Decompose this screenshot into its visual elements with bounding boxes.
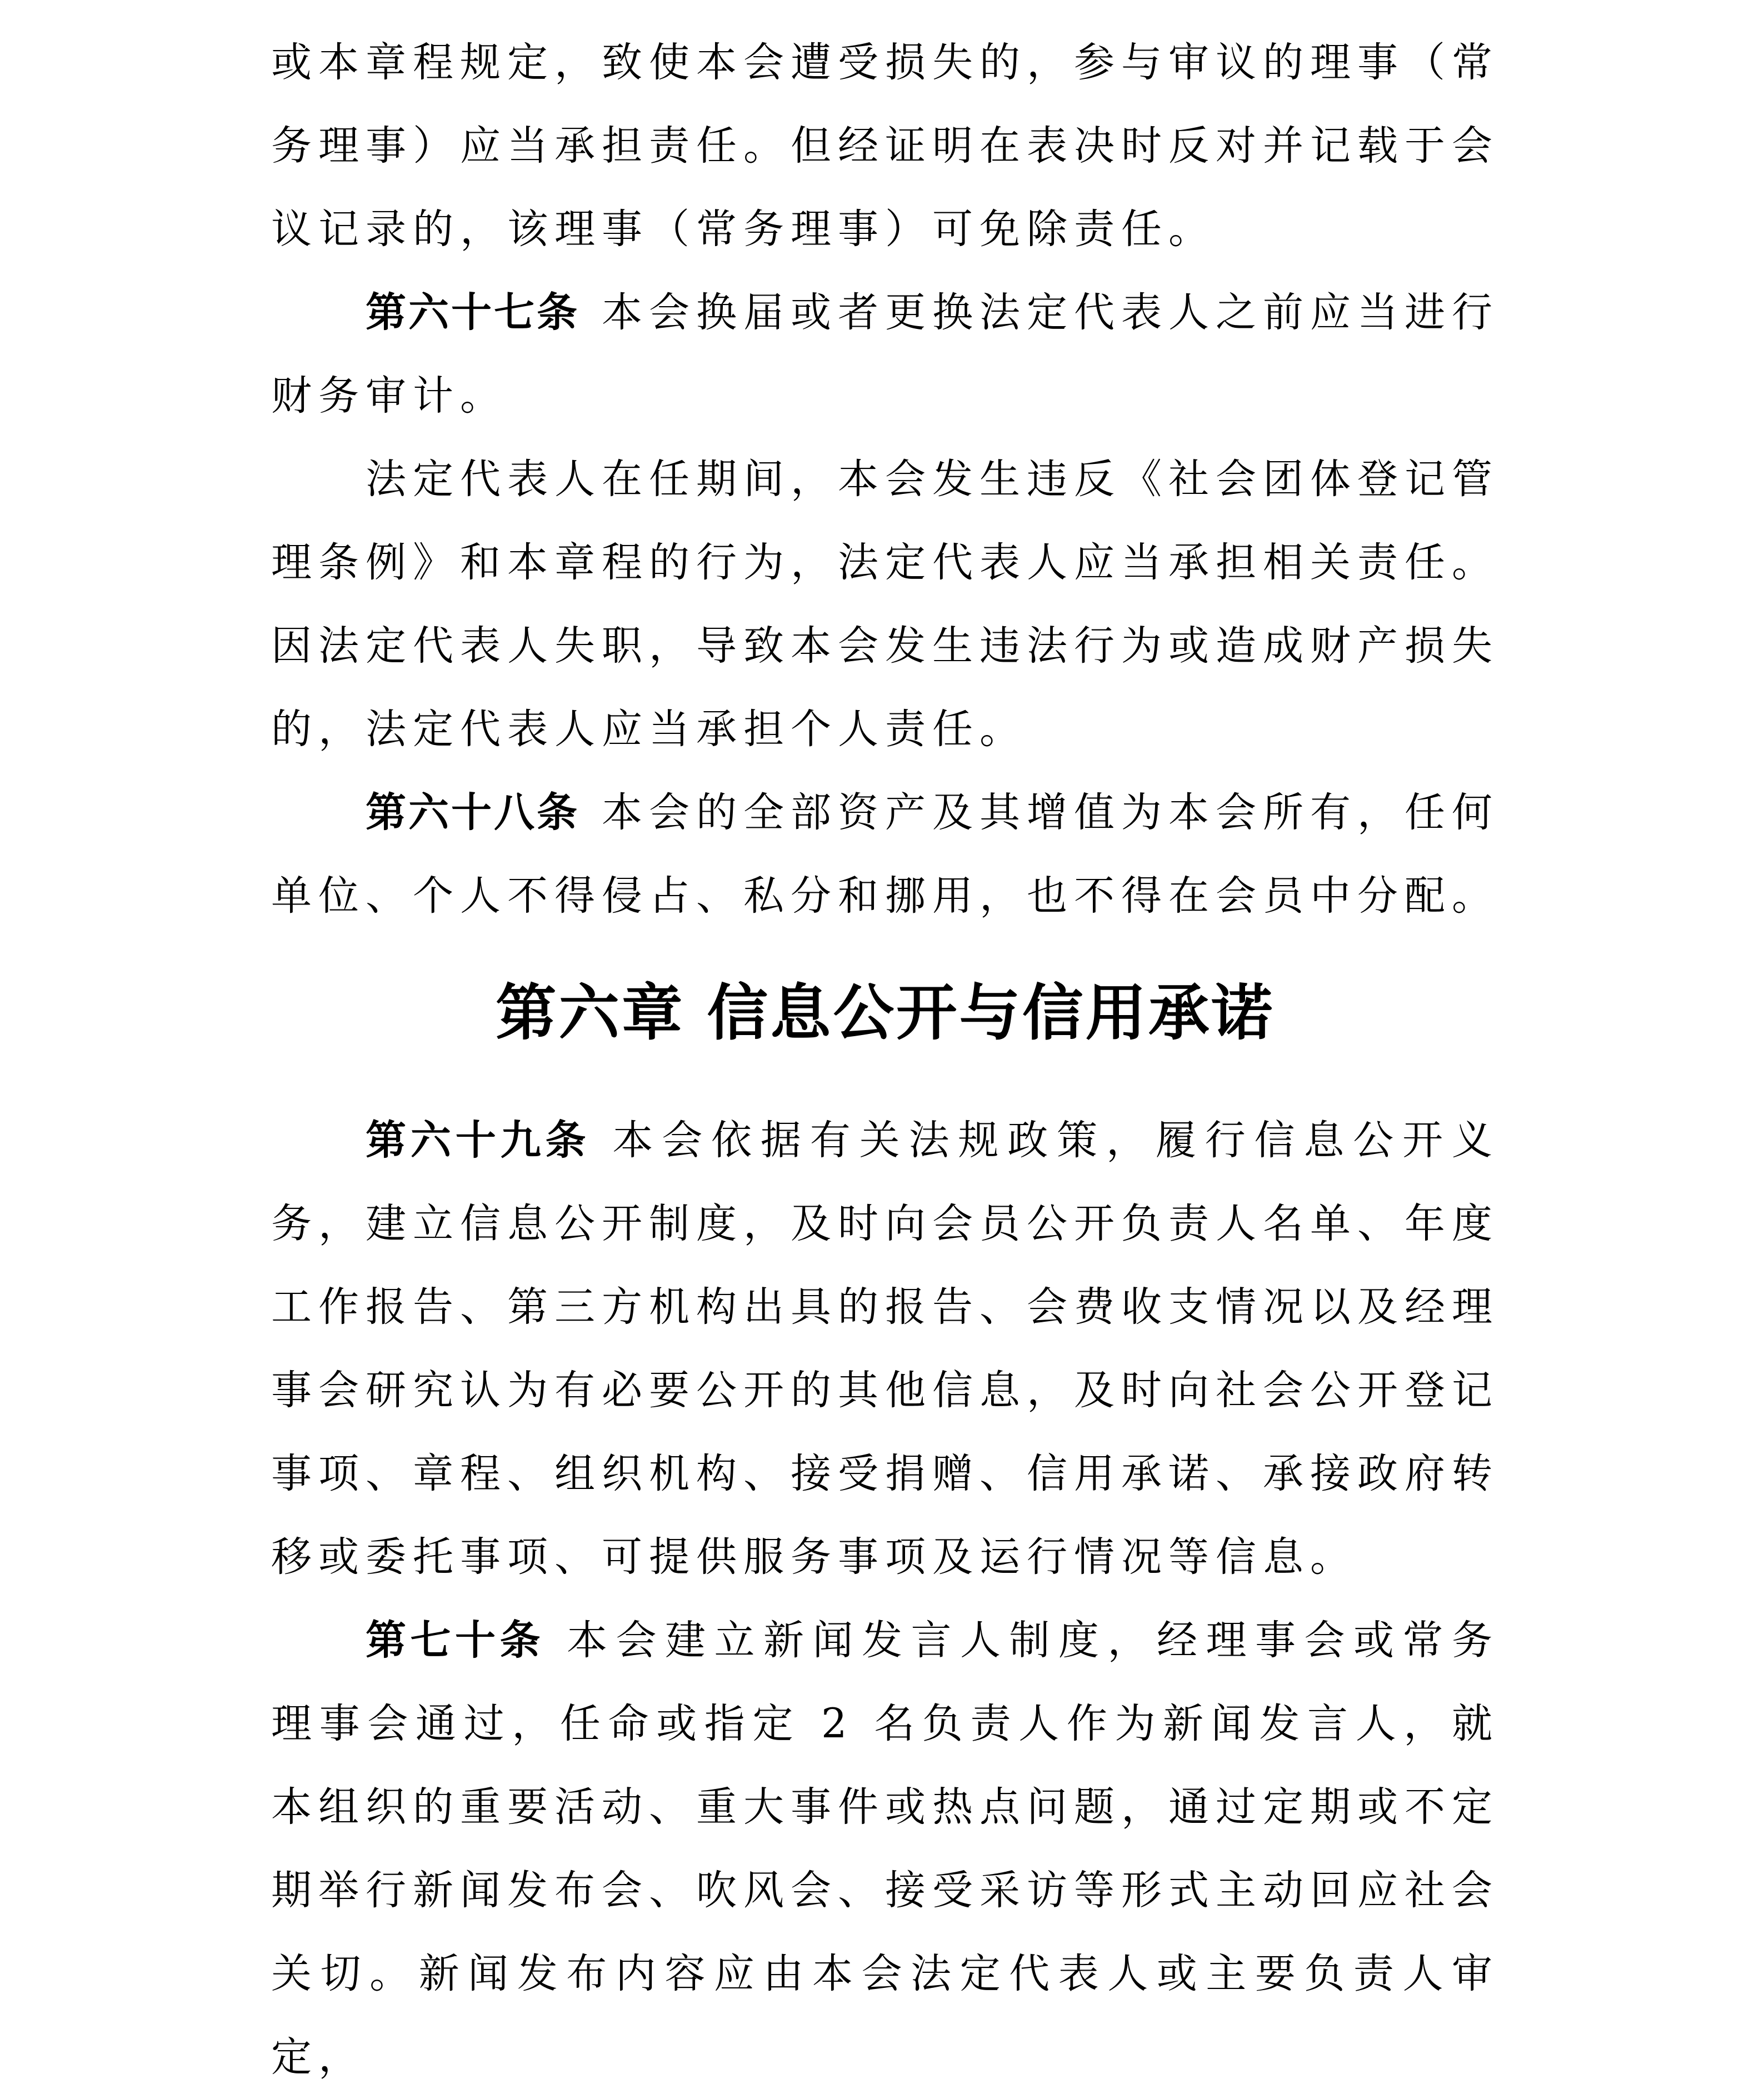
article-67 [271, 271, 1499, 438]
article-70-number: 第七十条 [366, 1617, 544, 1664]
article-70-text: 本会建立新闻发言人制度，经理事会或常务理事会通过，任命或指定 2 名负责人作为新闻发言人，就本组织的重要活动、重大事件或热点问题，通过定期或不定期举行新闻发布会、吹风会、接受采访等形式主动回应社会关切。新闻发布内容应由本会法定代表人或主要负责人审定， [271, 1617, 1499, 2081]
paragraph-continuation: 或本章程规定，致使本会遭受损失的，参与审议的理事（常务理事）应当承担责任。但经证明在表决时反对并记载于会议记录的，该理事（常务理事）可免除责任。 [271, 39, 1499, 253]
article-68-number: 第六十八条 [366, 789, 579, 836]
chapter-title: 信息公开与信用承诺 [707, 977, 1275, 1048]
article-68 [271, 771, 1499, 938]
article-69-number: 第六十九条 [366, 1117, 591, 1164]
article-68-text: 本会的全部资产及其增值为本会所有，任何单位、个人不得侵占、私分和挪用，也不得在会员中分配。 [271, 789, 1499, 919]
document-page [271, 21, 1499, 2099]
article-67-number: 第六十七条 [366, 289, 579, 336]
article-69 [271, 1099, 1499, 1599]
chapter-number: 第六章 [496, 977, 685, 1048]
chapter-heading [271, 971, 1499, 1055]
paragraph-legal-representative: 法定代表人在任期间，本会发生违反《社会团体登记管理条例》和本章程的行为，法定代表人应当承担相关责任。因法定代表人失职，导致本会发生违法行为或造成财产损失的，法定代表人应当承担个人责任。 [271, 456, 1499, 753]
article-69-text: 本会依据有关法规政策，履行信息公开义务，建立信息公开制度，及时向会员公开负责人名单、年度工作报告、第三方机构出具的报告、会费收支情况以及经理事会研究认为有必要公开的其他信息，及时向社会公开登记事项、章程、组织机构、接受捐赠、信用承诺、承接政府转移或委托事项、可提供服务事项及运行情况等信息。 [271, 1117, 1500, 1581]
article-67-text: 本会换届或者更换法定代表人之前应当进行财务审计。 [271, 289, 1499, 419]
article-70 [271, 1599, 1499, 2099]
